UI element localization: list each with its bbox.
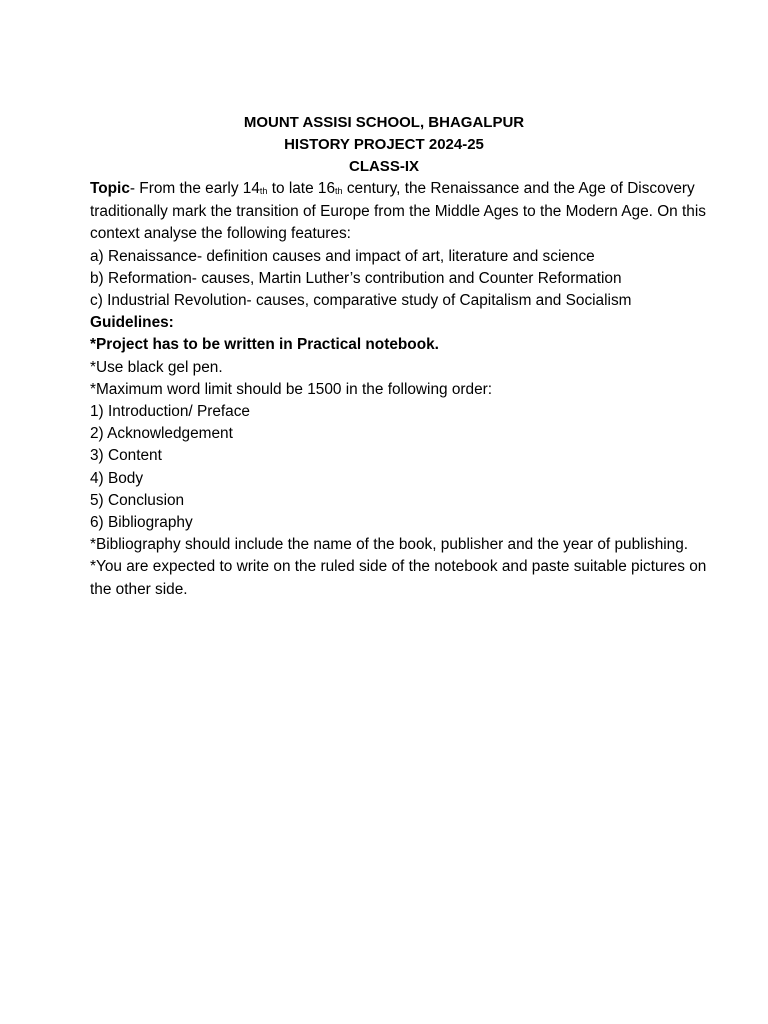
topic-text-2: to late 16 — [267, 180, 336, 197]
topic-superscript-1: th — [259, 186, 268, 196]
order-item: 3) Content — [90, 447, 162, 465]
feature-item: b) Reformation- causes, Martin Luther’s contribution and Counter Reformation — [90, 269, 622, 287]
feature-item: a) Renaissance- definition causes and impact of art, literature and science — [90, 247, 595, 265]
topic-label: Topic — [90, 180, 130, 197]
topic-text-3: century, the Renaissance and the Age of Discovery traditionally mark the transition of Europe from the Middle Ages to the Modern Age. On this context analyse the following features: — [90, 180, 706, 243]
guideline-ruled-side: *You are expected to write on the ruled side of the notebook and paste suitable pictures on the other side. — [90, 558, 707, 598]
feature-item: c) Industrial Revolution- causes, comparative study of Capitalism and Socialism — [90, 292, 632, 310]
order-item: 2) Acknowledgement — [90, 425, 233, 443]
school-name: MOUNT ASSISI SCHOOL, BHAGALPUR — [243, 114, 525, 131]
document-page — [90, 112, 730, 601]
order-item: 6) Bibliography — [90, 514, 193, 532]
guideline-notebook: *Project has to be written in Practical notebook. — [90, 336, 439, 354]
order-item: 5) Conclusion — [90, 491, 185, 509]
class-label: CLASS-IX — [348, 158, 419, 175]
project-title: HISTORY PROJECT 2024-25 — [284, 136, 484, 153]
document-header — [90, 112, 678, 178]
order-item: 1) Introduction/ Preface — [90, 403, 250, 421]
topic-paragraph — [90, 178, 730, 246]
guideline-pen: *Use black gel pen. — [90, 358, 223, 376]
topic-text-1: - From the early 14 — [129, 180, 260, 197]
order-item: 4) Body — [90, 469, 144, 487]
topic-superscript-2: th — [335, 186, 343, 196]
guideline-bibliography: *Bibliography should include the name of the book, publisher and the year of publishing. — [90, 536, 689, 554]
guideline-word-limit: *Maximum word limit should be 1500 in the following order: — [90, 380, 493, 398]
guidelines-heading: Guidelines: — [90, 314, 174, 332]
